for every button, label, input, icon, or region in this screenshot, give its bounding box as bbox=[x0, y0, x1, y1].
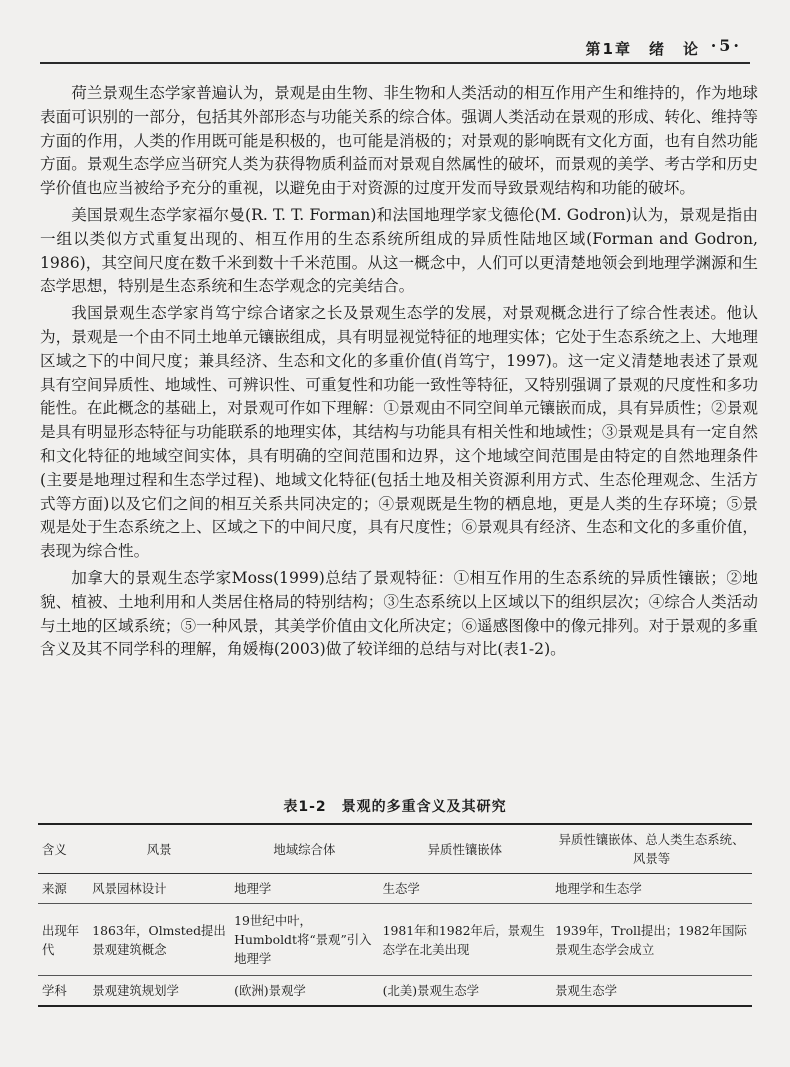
table-cell: 学科 bbox=[42, 983, 67, 998]
paragraph-1: 荷兰景观生态学家普遍认为，景观是由生物、非生物和人类活动的相互作用产生和维持的，作为地球表面可识别的一部分，包括其外部形态与功能关系的综合体。强调人类活动在景观的形成、转化、维持等方面的作用，人类的作用既可能是积极的，也可能是消极的；对景观的影响既有文化方面，也有自然功能方面。景观生态学应当研究人类为获得物质利益而对景观自然属性的破坏，而景观的美学、考古学和历史学价值也应当被给予充分的重视，以避免由于对资源的过度开发而导致景观结构和功能的破坏。 bbox=[40, 84, 758, 198]
table-cell: (北美)景观生态学 bbox=[382, 983, 480, 998]
header-cell: 含义 bbox=[42, 841, 67, 857]
table-cell: 景观建筑规划学 bbox=[92, 983, 179, 998]
table-cell: 19世纪中叶，Humboldt将“景观”引入地理学 bbox=[234, 913, 372, 966]
paragraph-2: 美国景观生态学家福尔曼(R. T. T. Forman)和法国地理学家戈德伦(M. Godron)认为，景观是指由一组以类似方式重复出现的、相互作用的生态系统所组成的异质性陆地区域(Forman and Godron, 1986)，其空间尺度在数千米到数十千米范围。从这一概念中，人们可以更清楚地领会到地理学渊源和生态学思想，特别是生态系统和生态学观念的完美结合。 bbox=[40, 205, 758, 296]
header-rule bbox=[40, 62, 750, 64]
body-text bbox=[40, 82, 758, 665]
landscape-meaning-table bbox=[38, 823, 752, 1007]
table-cell: 1863年，Olmsted提出景观建筑概念 bbox=[92, 922, 226, 957]
table-row bbox=[38, 976, 752, 1007]
paragraph-4: 加拿大的景观生态学家Moss(1999)总结了景观特征：①相互作用的生态系统的异质性镶嵌；②地貌、植被、土地利用和人类居住格局的特别结构；③生态系统以上区域以下的组织层次；④综合人类活动与土地的区域系统；⑤一种风景，其美学价值由文化所决定；⑥遥感图像中的像元排列。对于景观的多重含义及其不同学科的理解，角媛梅(2003)做了较详细的总结与对比(表1-2)。 bbox=[40, 568, 758, 659]
table-cell: 来源 bbox=[42, 881, 67, 896]
table-cell: 生态学 bbox=[382, 881, 420, 896]
table-container bbox=[38, 823, 752, 1007]
table-cell: 1939年，Troll提出；1982年国际景观生态学会成立 bbox=[555, 922, 747, 957]
header-cell: 地域综合体 bbox=[273, 841, 336, 857]
table-row bbox=[38, 904, 752, 976]
table-row bbox=[38, 874, 752, 904]
header-cell: 风景 bbox=[146, 841, 172, 857]
table-cell: 出现年代 bbox=[42, 922, 80, 957]
header-cell: 异质性镶嵌体 bbox=[427, 841, 503, 857]
page-number: ·5· bbox=[710, 36, 742, 55]
chapter-header: 第1章 绪 论 bbox=[585, 40, 700, 58]
table-cell: 1981年和1982年后，景观生态学在北美出现 bbox=[382, 922, 545, 957]
table-header-row bbox=[38, 824, 752, 874]
table-cell: 地理学 bbox=[234, 881, 272, 896]
paragraph-3: 我国景观生态学家肖笃宁综合诸家之长及景观生态学的发展，对景观概念进行了综合性表述。他认为，景观是一个由不同土地单元镶嵌组成，具有明显视觉特征的地理实体；它处于生态系统之上、大地理区域之下的中间尺度；兼具经济、生态和文化的多重价值(肖笃宁，1997)。这一定义清楚地表述了景观具有空间异质性、地域性、可辨识性、可重复性和功能一致性等特征，又特别强调了景观的尺度性和多功能性。在此概念的基础上，对景观可作如下理解：①景观由不同空间单元镶嵌而成，具有异质性；②景观是具有明显形态特征与功能联系的地理实体，其结构与功能具有相关性和地域性；③景观是具有一定自然和文化特征的地域空间实体，具有明确的空间范围和边界，这个地域空间范围是由特定的自然地理条件(主要是地理过程和生态学过程)、地域文化特征(包括土地及相关资源利用方式、生态伦理观念、生活方式等方面)以及它们之间的相互关系共同决定的；④景观既是生物的栖息地，更是人类的生存环境；⑤景观是处于生态系统之上、区域之下的中间尺度，具有尺度性；⑥景观具有经济、生态和文化的多重价值，表现为综合性。 bbox=[40, 304, 758, 561]
table-cell: 风景园林设计 bbox=[92, 881, 167, 896]
header-cell: 异质性镶嵌体、总人类生态系统、风景等 bbox=[558, 832, 745, 866]
table-cell: (欧洲)景观学 bbox=[234, 983, 306, 998]
table-caption: 表1-2 景观的多重含义及其研究 bbox=[283, 799, 507, 815]
table-cell: 景观生态学 bbox=[555, 983, 618, 998]
table-cell: 地理学和生态学 bbox=[555, 881, 642, 896]
